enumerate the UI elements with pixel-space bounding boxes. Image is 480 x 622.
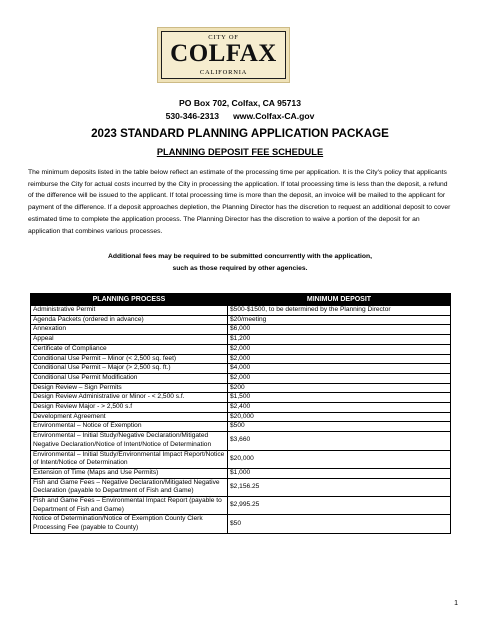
- deposit-cell: $200: [228, 383, 451, 393]
- process-cell: Fish and Game Fees – Environmental Impact Report (payable to Department of Fish and Game): [31, 497, 228, 515]
- header-planning-process: PLANNING PROCESS: [31, 294, 228, 306]
- process-cell: Design Review Administrative or Minor - < 2,500 s.f.: [31, 393, 228, 403]
- note-line-1: Additional fees may be required to be submitted concurrently with the application,: [107, 253, 373, 260]
- additional-fees-note: [28, 251, 452, 274]
- logo-state: CALIFORNIA: [199, 69, 248, 76]
- table-row: [31, 432, 451, 450]
- table-header-row: [31, 294, 451, 306]
- deposit-cell: $1,500: [228, 393, 451, 403]
- table-row: [31, 344, 451, 354]
- deposit-cell: $20,000: [228, 450, 451, 468]
- mailing-address: PO Box 702, Colfax, CA 95713: [179, 98, 301, 108]
- deposit-cell: $1,000: [228, 468, 451, 478]
- contact-line: [0, 110, 480, 123]
- table-row: [31, 515, 451, 533]
- table-row: [31, 422, 451, 432]
- table-row: [31, 468, 451, 478]
- process-cell: Environmental – Initial Study/Negative Declaration/Mitigated Negative Declaration/Notice of Intent/Notice of Determination: [31, 432, 228, 450]
- process-cell: Extension of Time (Maps and Use Permits): [31, 468, 228, 478]
- deposit-fee-table: [30, 293, 451, 534]
- deposit-cell: $2,000: [228, 344, 451, 354]
- page-number: 1: [454, 600, 458, 607]
- table-row: [31, 383, 451, 393]
- table-row: [31, 393, 451, 403]
- note-line-2: such as those required by other agencies.: [172, 264, 308, 272]
- deposit-cell: $2,156.25: [228, 478, 451, 496]
- deposit-cell: $2,995.25: [228, 497, 451, 515]
- logo-name: COLFAX: [170, 40, 277, 67]
- header-minimum-deposit: MINIMUM DEPOSIT: [228, 294, 451, 306]
- deposit-cell: $20/meeting: [228, 315, 451, 325]
- process-cell: Conditional Use Permit – Major (> 2,500 sq. ft.): [31, 364, 228, 374]
- deposit-cell: $50: [228, 515, 451, 533]
- table-row: [31, 306, 451, 316]
- table-row: [31, 450, 451, 468]
- address-block: [0, 97, 480, 123]
- logo-city-of: CITY OF: [208, 34, 239, 41]
- table-row: [31, 497, 451, 515]
- colfax-logo: [157, 27, 290, 83]
- deposit-cell: $6,000: [228, 325, 451, 335]
- process-cell: Design Review – Sign Permits: [31, 383, 228, 393]
- table-row: [31, 354, 451, 364]
- table-row: [31, 364, 451, 374]
- process-cell: Design Review Major - > 2,500 s.f: [31, 403, 228, 413]
- intro-paragraph: The minimum deposits listed in the table below reflect an estimate of the processing time per application. It is the City's policy that applicants reimburse the City for actual costs incurred by the City in processing the application. If total processing time is less than the deposit, a refund of the difference will be issued to the applicant. If total processing time is more than the deposit, an invoice will be mailed to the applicant for payment of the difference. If a deposit approaches depletion, the Planning Director has the discretion to request an additional deposit to cover estimated time to complete the application process. The Planning Director has the discretion to waive a portion of the deposit for an application that combines various processes.: [28, 169, 451, 235]
- table-row: [31, 373, 451, 383]
- deposit-cell: $2,000: [228, 354, 451, 364]
- process-cell: Fish and Game Fees – Negative Declaration/Mitigated Negative Declaration (payable to Department of Fish and Game): [31, 478, 228, 496]
- process-cell: Agenda Packets (ordered in advance): [31, 315, 228, 325]
- table-row: [31, 315, 451, 325]
- table-row: [31, 412, 451, 422]
- deposit-cell: $3,660: [228, 432, 451, 450]
- deposit-cell: $1,200: [228, 335, 451, 345]
- process-cell: Conditional Use Permit Modification: [31, 373, 228, 383]
- process-cell: Appeal: [31, 335, 228, 345]
- table-row: [31, 325, 451, 335]
- deposit-cell: $20,000: [228, 412, 451, 422]
- table-row: [31, 403, 451, 413]
- deposit-cell: $4,000: [228, 364, 451, 374]
- deposit-cell: $500-$1500, to be determined by the Planning Director: [228, 306, 451, 316]
- table-row: [31, 478, 451, 496]
- process-cell: Conditional Use Permit – Minor (< 2,500 sq. feet): [31, 354, 228, 364]
- deposit-cell: $2,000: [228, 373, 451, 383]
- logo-frame: [161, 31, 286, 79]
- deposit-cell: $2,400: [228, 403, 451, 413]
- process-cell: Development Agreement: [31, 412, 228, 422]
- process-cell: Environmental – Notice of Exemption: [31, 422, 228, 432]
- phone-number: 530-346-2313: [165, 111, 220, 121]
- process-cell: Environmental – Initial Study/Environmental Impact Report/Notice of Intent/Notice of Determination: [31, 450, 228, 468]
- table-row: [31, 335, 451, 345]
- document-subtitle: PLANNING DEPOSIT FEE SCHEDULE: [156, 147, 324, 157]
- process-cell: Annexation: [31, 325, 228, 335]
- website-link[interactable]: www.Colfax-CA.gov: [233, 111, 315, 121]
- document-title: 2023 STANDARD PLANNING APPLICATION PACKAGE: [91, 127, 389, 140]
- process-cell: Notice of Determination/Notice of Exemption County Clerk Processing Fee (payable to County): [31, 515, 228, 533]
- deposit-cell: $500: [228, 422, 451, 432]
- process-cell: Certificate of Compliance: [31, 344, 228, 354]
- process-cell: Administrative Permit: [31, 306, 228, 316]
